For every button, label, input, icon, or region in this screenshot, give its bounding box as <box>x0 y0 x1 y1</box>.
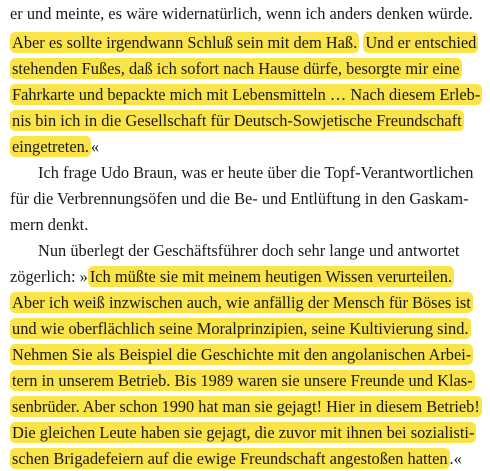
text-line <box>38 238 459 264</box>
text-line <box>38 160 473 186</box>
text-line <box>10 56 462 82</box>
text-line <box>10 420 476 446</box>
highlighted-text: eingetreten. <box>12 137 89 156</box>
text-line <box>10 108 464 134</box>
line-text: Ich frage Udo Braun, was er heute über die Topf-Verantwortlichen <box>38 163 474 182</box>
text-line <box>10 264 454 290</box>
highlighted-text: nis bin ich in die Gesellschaft für Deutsch-Sowjetische Freundschaft <box>12 111 462 130</box>
line-text: « <box>90 137 100 156</box>
highlighted-text: tern in unserem Betrieb. Bis 1989 waren sie unsere Freunde und Klas- <box>12 371 473 390</box>
highlighted-text: Aber ich weiß inzwischen auch, wie anfällig der Mensch für Böses ist <box>12 293 471 312</box>
highlighted-text: Ich müßte sie mit meinem heutigen Wissen verurteilen. <box>89 267 453 286</box>
text-line <box>10 1 473 27</box>
text-line <box>10 134 99 160</box>
text-line <box>10 186 469 212</box>
text-line <box>10 316 471 342</box>
line-text: Nun überlegt der Geschäftsführer doch sehr lange und antwortet <box>38 241 460 260</box>
line-text: er und meinte, es wäre widernatürlich, wenn ich anders denken würde. <box>10 4 473 23</box>
highlighted-text: Die gleichen Leute haben sie gejagt, die zuvor mit ihnen bei sozialisti- <box>12 423 475 442</box>
text-line <box>10 30 478 56</box>
text-line <box>10 290 473 316</box>
text-line <box>10 368 475 394</box>
highlighted-text: Fahrkarte und bepackte mich mit Lebensmitteln … Nach diesem Erleb- <box>11 85 481 104</box>
highlighted-text: schen Brigadefeiern auf die ewige Freundschaft angestoßen hatten <box>12 449 448 468</box>
highlighted-text: Und er entschied <box>365 33 477 52</box>
text-line <box>10 82 482 108</box>
highlighted-text: senbrüder. Aber schon 1990 hat man sie gejagt! Hier in diesem Betrieb! <box>11 397 480 416</box>
line-text: für die Verbrennungsöfen und die Be- und Entlüftung in den Gaskam- <box>10 189 469 208</box>
line-text: mern denkt. <box>10 215 89 234</box>
text-line <box>10 446 462 471</box>
line-text: .« <box>449 449 462 468</box>
text-line <box>10 342 473 368</box>
text-line <box>10 212 88 238</box>
highlighted-text: Aber es sollte irgendwann Schluß sein mit dem Haß. <box>12 33 358 52</box>
text-line <box>10 394 482 420</box>
line-text: zögerlich: » <box>10 267 88 286</box>
highlighted-text: stehenden Fußes, daß ich sofort nach Hause dürfe, besorgte mir eine <box>12 59 460 78</box>
highlighted-text: und wie oberflächlich seine Moralprinzipien, seine Kultivierung sind. <box>12 319 469 338</box>
highlighted-text: Nehmen Sie als Beispiel die Geschichte mit den angolanischen Arbei- <box>12 345 472 364</box>
